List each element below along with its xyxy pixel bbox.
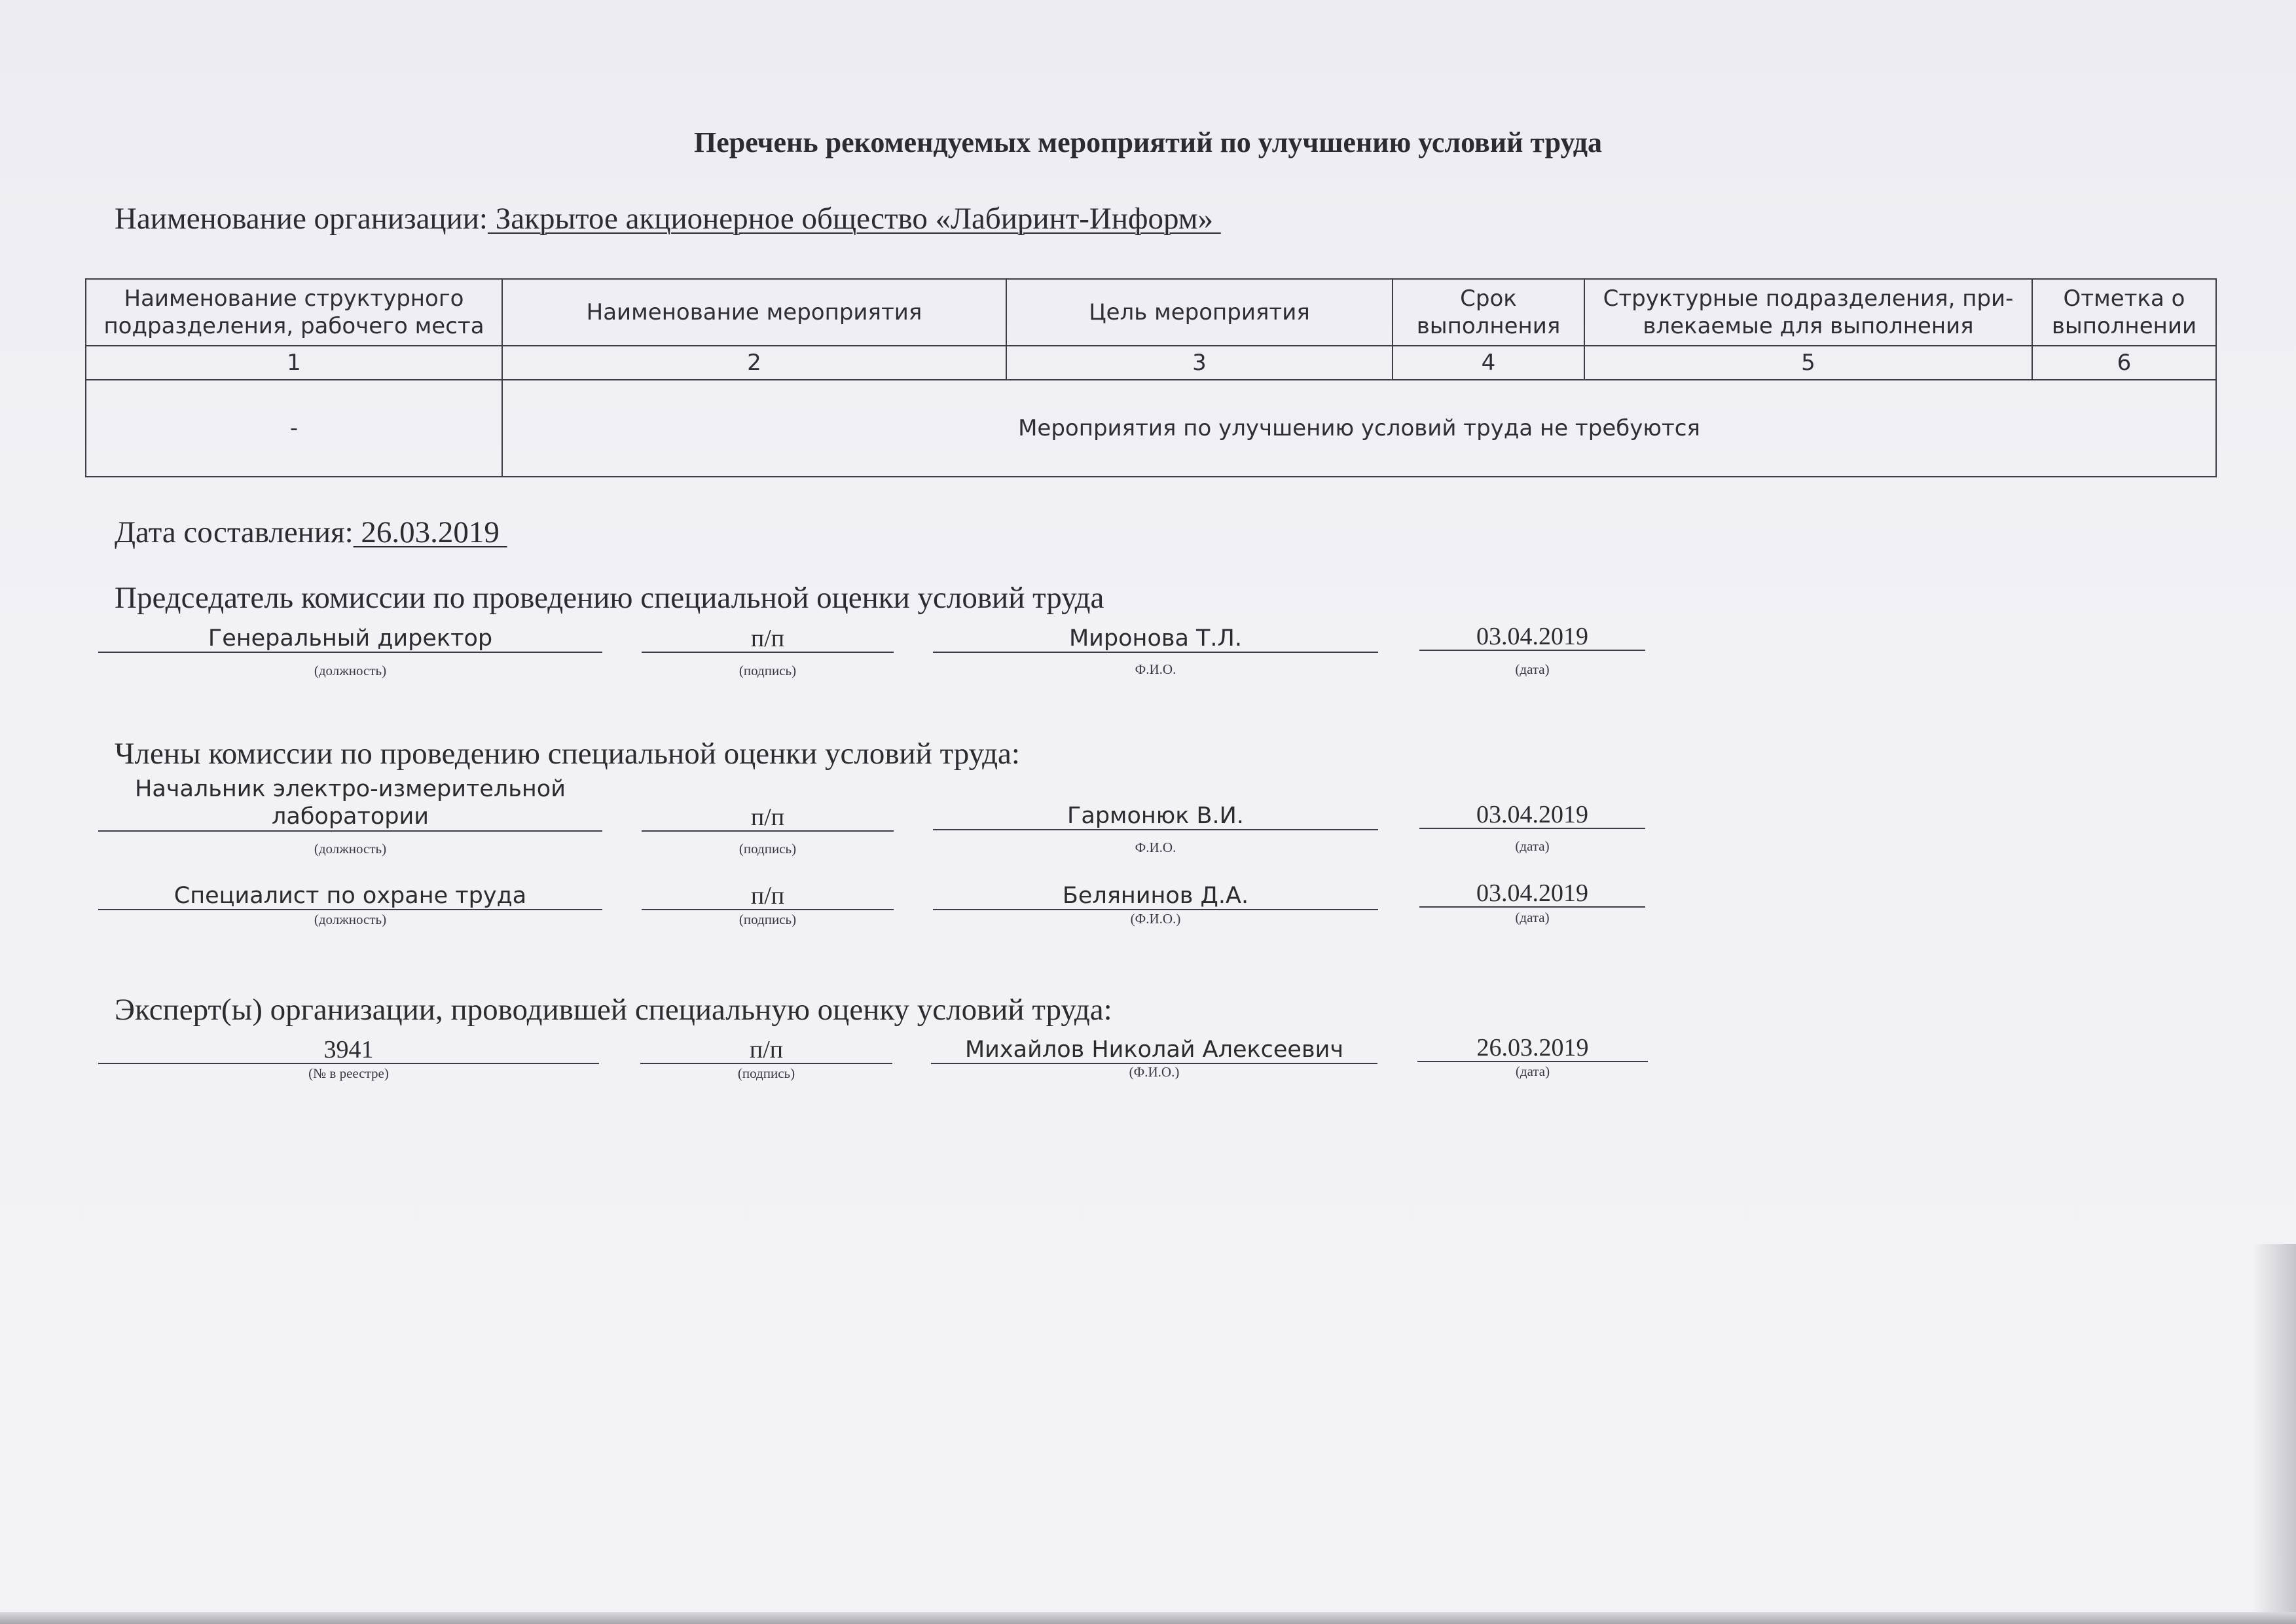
header-line: Срок (1460, 286, 1517, 312)
header-line: подразделения, рабочего места (103, 313, 484, 339)
table-header-row (86, 279, 2216, 346)
caption-date: (дата) (1515, 838, 1550, 854)
member-1-name: Гармонюк В.И. (933, 803, 1378, 830)
caption-position: (должность) (314, 912, 387, 927)
members-heading: Члены комиссии по проведению специальной оценки условий труда: (115, 737, 1020, 771)
experts-heading: Эксперт(ы) организации, проводившей специальную оценку условий труда: (115, 993, 1112, 1027)
cell-note: Мероприятия по улучшению условий труда не требуются (502, 380, 2216, 477)
column-number: 6 (2032, 346, 2216, 380)
cell-unit: - (86, 380, 502, 477)
column-number: 4 (1393, 346, 1584, 380)
caption-date: (дата) (1515, 661, 1550, 677)
member-2-name: Белянинов Д.А. (933, 883, 1378, 910)
document-title: Перечень рекомендуемых мероприятий по улучшению условий труда (694, 126, 1602, 158)
organization-label: Наименование организации: (115, 202, 488, 236)
header-line: влекаемые для выполнения (1643, 313, 1974, 339)
position-line: Начальник электро-измерительной (135, 776, 566, 802)
member-1-position (98, 775, 602, 832)
header-line: Наименование структурного (124, 286, 464, 312)
expert-registry-number: 3941 (98, 1037, 599, 1064)
organization-name: Закрытое акционерное общество «Лабиринт-Информ» (487, 202, 1221, 236)
expert-date: 26.03.2019 (1417, 1035, 1648, 1062)
date-compiled-label: Дата составления: (115, 515, 354, 549)
member-1-signature: п/п (642, 804, 894, 832)
organization-line (115, 201, 1221, 236)
chairman-heading: Председатель комиссии по проведению специальной оценки условий труда (115, 581, 1104, 615)
scan-shadow (2252, 1244, 2296, 1612)
header-deadline (1393, 279, 1584, 346)
chairman-date: 03.04.2019 (1419, 623, 1645, 651)
header-line: выполнении (2051, 313, 2197, 339)
column-number: 5 (1584, 346, 2032, 380)
member-2-position: Специалист по охране труда (98, 883, 602, 910)
expert-name: Михайлов Николай Алексеевич (931, 1037, 1377, 1064)
caption-position: (должность) (314, 663, 387, 678)
date-compiled-value: 26.03.2019 (353, 515, 507, 549)
header-goal (1006, 279, 1393, 346)
caption-signature: (подпись) (737, 1065, 795, 1081)
expert-signature: п/п (640, 1037, 892, 1064)
header-line: выполнения (1416, 313, 1561, 339)
table-row (86, 380, 2216, 477)
header-line: Отметка о (2063, 286, 2185, 312)
table-number-row (86, 346, 2216, 380)
header-departments (1584, 279, 2032, 346)
caption-signature: (подпись) (738, 841, 797, 857)
caption-date: (дата) (1515, 1063, 1550, 1079)
chairman-signature: п/п (642, 625, 894, 653)
column-number: 3 (1006, 346, 1393, 380)
caption-registry: (№ в реестре) (308, 1065, 389, 1081)
date-compiled-line (115, 515, 507, 550)
member-2-signature: п/п (642, 883, 894, 910)
caption-fio: (Ф.И.О.) (1130, 911, 1181, 927)
column-number: 2 (502, 346, 1006, 380)
caption-date: (дата) (1515, 910, 1550, 925)
caption-fio: Ф.И.О. (1135, 840, 1176, 855)
header-unit (86, 279, 502, 346)
member-2-date: 03.04.2019 (1419, 880, 1645, 908)
member-1-date: 03.04.2019 (1419, 802, 1645, 829)
measures-table (85, 278, 2217, 477)
caption-signature: (подпись) (738, 663, 797, 678)
header-line: Цель мероприятия (1089, 299, 1310, 325)
position-line: лаборатории (272, 803, 429, 830)
header-line: Наименование мероприятия (586, 299, 922, 325)
caption-fio: Ф.И.О. (1135, 661, 1176, 677)
caption-signature: (подпись) (738, 912, 797, 927)
caption-fio: (Ф.И.О.) (1129, 1064, 1180, 1080)
chairman-position: Генеральный директор (98, 625, 602, 653)
scan-bottom-edge (0, 1612, 2296, 1624)
caption-position: (должность) (314, 841, 387, 857)
column-number: 1 (86, 346, 502, 380)
header-measure (502, 279, 1006, 346)
header-completion-mark (2032, 279, 2216, 346)
chairman-name: Миронова Т.Л. (933, 625, 1378, 653)
header-line: Структурные подразделения, при- (1603, 286, 2014, 312)
